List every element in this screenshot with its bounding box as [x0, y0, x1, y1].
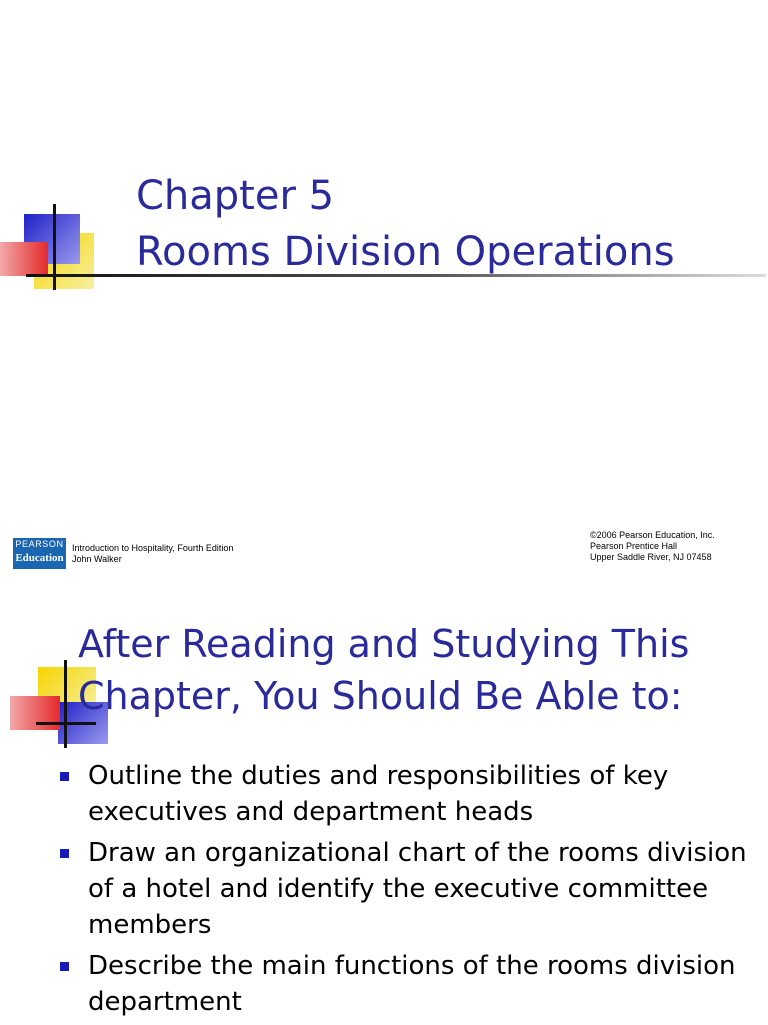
objectives-title — [78, 618, 689, 722]
list-item: Outline the duties and responsibilities of key executives and department heads — [60, 758, 750, 830]
copyright-line: ©2006 Pearson Education, Inc. — [590, 530, 715, 540]
address-line: Upper Saddle River, NJ 07458 — [590, 552, 712, 562]
chapter-title — [136, 168, 675, 280]
decor-vertical-line-2 — [64, 660, 67, 748]
decor-vertical-line — [53, 204, 56, 290]
bullet-square-icon — [60, 962, 69, 971]
book-author: John Walker — [72, 554, 122, 564]
publisher-line: Pearson Prentice Hall — [590, 541, 678, 551]
pearson-logo: PEARSON Education — [13, 538, 66, 569]
decor-horizontal-line-2 — [36, 722, 96, 725]
book-title: Introduction to Hospitality, Fourth Edition — [72, 543, 234, 553]
list-item: Draw an organizational chart of the rooms division of a hotel and identify the executive committee members — [60, 835, 750, 943]
chapter-name: Rooms Division Operations — [136, 229, 675, 275]
decor-red-square — [0, 242, 48, 276]
list-item: Describe the main functions of the rooms division department — [60, 948, 750, 1020]
chapter-number: Chapter 5 — [136, 173, 335, 219]
objectives-title-line1: After Reading and Studying This — [78, 622, 690, 666]
book-info — [72, 543, 233, 565]
bullet-square-icon — [60, 772, 69, 781]
objectives-list — [60, 758, 750, 1025]
copyright-info — [590, 530, 715, 563]
objectives-title-line2: Chapter, You Should Be Able to: — [78, 674, 683, 718]
bullet-square-icon — [60, 849, 69, 858]
